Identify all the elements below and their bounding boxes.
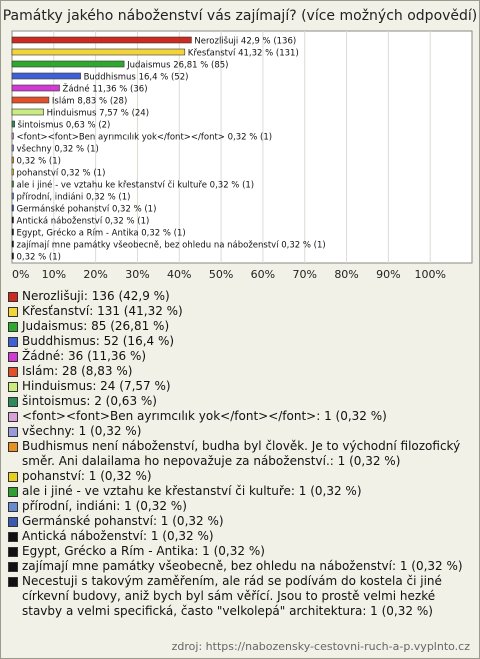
bar-label: 0,32 % (1): [16, 252, 61, 263]
legend-label: šintoismus: 2 (0,63 %): [22, 394, 157, 408]
legend-item: [8, 424, 472, 439]
legend-label: pohanství: 1 (0,32 %): [22, 469, 152, 483]
legend-item: [8, 319, 472, 334]
legend-item: [8, 484, 472, 499]
legend-swatch: [8, 322, 18, 332]
x-tick-label: 0%: [12, 268, 30, 281]
bar: [12, 217, 14, 223]
legend-label: Žádné: 36 (11,36 %): [22, 349, 147, 363]
x-tick-label: 10%: [41, 268, 67, 281]
source-note: zdroj: https://nabozensky-cestovni-ruch-a-p.vyplnto.cz: [171, 640, 470, 653]
bar-label: Nerozlišuji 42,9 % (136): [194, 36, 297, 47]
bar: [12, 109, 44, 115]
legend-label: Antická náboženství: 1 (0,32 %): [22, 529, 214, 543]
legend-swatch: [8, 532, 18, 542]
legend-item: [8, 349, 472, 364]
bar-label: pohanství 0,32 % (1): [16, 168, 106, 179]
bar: [12, 169, 14, 175]
legend-item: [8, 304, 472, 319]
legend-item: [8, 334, 472, 349]
legend-item: [8, 559, 472, 574]
legend-swatch: [8, 307, 18, 317]
legend-swatch: [8, 427, 18, 437]
bar-label: Germánské pohanství 0,32 % (1): [16, 204, 157, 215]
legend-label: ale i jiné - ve vztahu ke křestanství či kultuře: 1 (0,32 %): [22, 484, 362, 498]
legend-swatch: [8, 472, 18, 482]
legend-item: [8, 289, 472, 304]
bar-label: ale i jiné - ve vztahu ke křestanství či kultuře 0,32 % (1): [16, 180, 255, 191]
legend-label: Egypt, Grécko a Rím - Antika: 1 (0,32 %): [22, 544, 265, 558]
legend-item: [8, 514, 472, 529]
legend-swatch: [8, 352, 18, 362]
bar: [12, 193, 14, 199]
legend-label: Budhismus není náboženství, budha byl člověk. Je to východní filozofický směr. Ani dalailama ho nepovažuje za náboženství.: 1 (0,32 %): [22, 439, 461, 468]
legend-swatch: [8, 487, 18, 497]
bar-label: <font><font>Ben ayrımcılık yok</font></font> 0,32 % (1): [16, 132, 273, 143]
bar: [12, 97, 49, 103]
legend-item: [8, 379, 472, 394]
legend-item: [8, 409, 472, 424]
legend-label: Germánské pohanství: 1 (0,32 %): [22, 514, 224, 528]
bar-label: Antická náboženství 0,32 % (1): [16, 216, 150, 227]
legend-swatch: [8, 412, 18, 422]
legend-label: Křesťanství: 131 (41,32 %): [22, 304, 183, 318]
bar: [12, 229, 14, 235]
legend-item: [8, 364, 472, 379]
legend-label: Nerozlišuji: 136 (42,9 %): [22, 289, 170, 303]
legend-item: [8, 499, 472, 514]
bar-label: Judaismus 26,81 % (85): [127, 60, 229, 71]
legend-swatch: [8, 292, 18, 302]
legend-swatch: [8, 547, 18, 557]
bar-label: šintoismus 0,63 % (2): [17, 120, 111, 131]
bar: [12, 205, 14, 211]
legend-label: Hinduismus: 24 (7,57 %): [22, 379, 171, 393]
bar-chart: [0, 0, 480, 290]
x-tick-label: 100%: [414, 268, 446, 281]
x-tick-label: 80%: [334, 268, 359, 281]
legend-label: <font><font>Ben ayrımcılık yok</font></font>: 1 (0,32 %): [22, 409, 387, 423]
bar: [12, 85, 60, 91]
legend-item: [8, 394, 472, 409]
bar-label: Egypt, Grécko a Rím - Antika 0,32 % (1): [16, 228, 186, 239]
x-tick-label: 90%: [376, 268, 401, 281]
legend-swatch: [8, 337, 18, 347]
bar: [12, 145, 14, 151]
bar: [12, 37, 191, 43]
x-tick-label: 50%: [208, 268, 234, 281]
legend-label: Necestuji s takovým zaměřením, ale rád se podívám do kostela či jiné církevní budovy, aniž bych byl sám věřící. Jsou to prostě velmi hezké stavby a velmi specifická, často "velkolepá" architektura: 1 (0,32 %): [22, 574, 442, 618]
legend-item: [8, 544, 472, 559]
legend-item: [8, 469, 472, 484]
legend-item: [8, 439, 472, 469]
bar-label: všechny 0,32 % (1): [16, 144, 99, 155]
bar-label: přírodní, indiáni 0,32 % (1): [16, 192, 131, 203]
legend-swatch: [8, 577, 18, 587]
legend-label: všechny: 1 (0,32 %): [22, 424, 142, 438]
bar-label: Islám 8,83 % (28): [51, 96, 128, 107]
legend-swatch: [8, 502, 18, 512]
bar-label: zajímají mne památky všeobecně, bez ohledu na náboženství 0,32 % (1): [16, 240, 326, 251]
legend-label: přírodní, indiáni: 1 (0,32 %): [22, 499, 187, 513]
legend-label: Islám: 28 (8,83 %): [22, 364, 133, 378]
bar: [12, 241, 14, 247]
legend-swatch: [8, 517, 18, 527]
bar: [12, 73, 81, 79]
legend-item: [8, 574, 472, 619]
legend-item: [8, 529, 472, 544]
legend-swatch: [8, 562, 18, 572]
bar: [12, 121, 15, 127]
bar-label: 0,32 % (1): [16, 156, 61, 167]
legend-label: zajímají mne památky všeobecně, bez ohledu na náboženství: 1 (0,32 %): [22, 559, 463, 573]
legend-label: Judaismus: 85 (26,81 %): [22, 319, 170, 333]
legend-swatch: [8, 397, 18, 407]
bar: [12, 181, 14, 187]
x-tick-label: 40%: [167, 268, 192, 281]
bar: [12, 253, 14, 259]
legend-swatch: [8, 367, 18, 377]
bar: [12, 61, 124, 67]
chart-title: Památky jakého náboženství vás zajímají? (více možných odpovědí): [2, 8, 478, 24]
legend-label: Buddhismus: 52 (16,4 %): [22, 334, 175, 348]
bar-label: Žádné 11,36 % (36): [62, 84, 148, 95]
bar: [12, 133, 14, 139]
bar: [12, 49, 185, 55]
bar-label: Křesťanství 41,32 % (131): [187, 48, 299, 59]
x-tick-label: 30%: [125, 268, 150, 281]
legend-swatch: [8, 442, 18, 452]
bar-label: Hinduismus 7,57 % (24): [46, 108, 150, 119]
legend-swatch: [8, 382, 18, 392]
legend: [8, 289, 472, 619]
bar: [12, 157, 14, 163]
x-tick-label: 20%: [83, 268, 108, 281]
bar-label: Buddhismus 16,4 % (52): [83, 72, 189, 83]
x-tick-label: 70%: [292, 268, 317, 281]
x-tick-label: 60%: [250, 268, 276, 281]
